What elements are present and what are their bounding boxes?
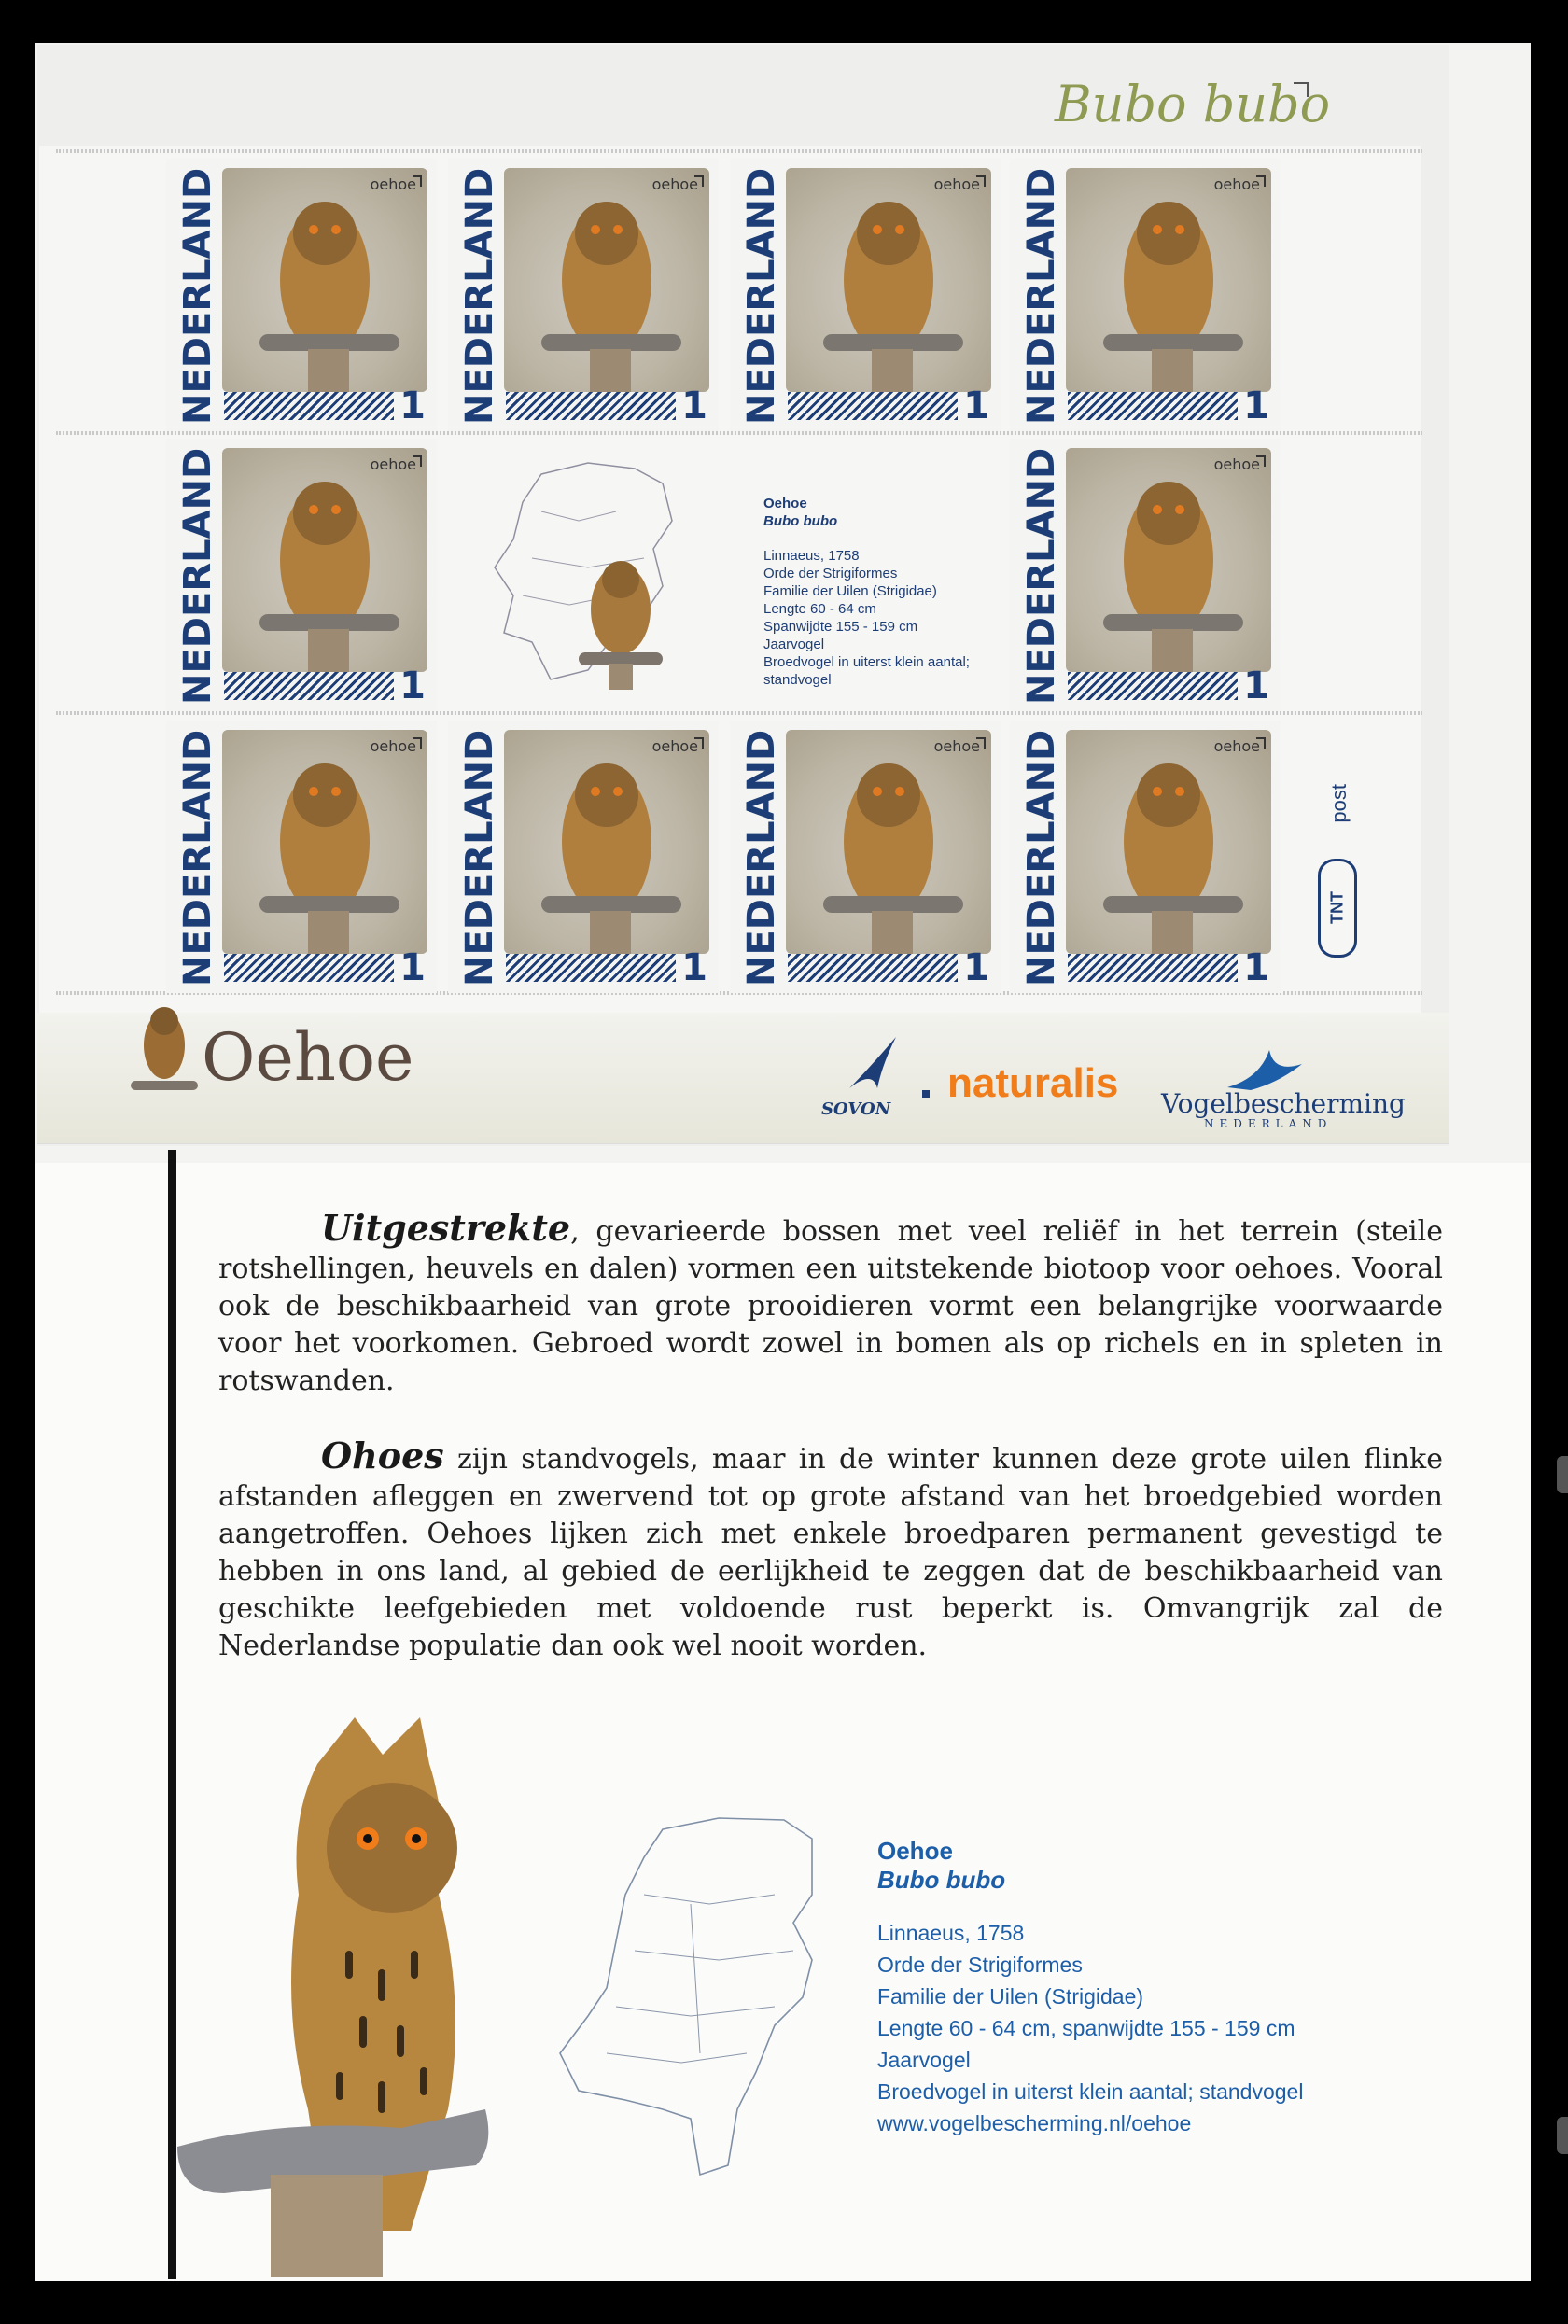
owl-illustration [504, 730, 709, 954]
vogelbescherming-sub: NEDERLAND [1204, 1117, 1333, 1130]
corner-mark [1256, 455, 1266, 467]
stamp-picture [222, 448, 427, 672]
paragraph-1-body: , gevarieerde bossen met veel reliëf in het terrein (steile rotshellingen, heuvels en dalen) vormen een uitstekende biotoop voor oehoes. Vooral ook de beschikbaarheid van grote prooidieren vormt een belangrijke voorwaarde voor het voorkomen. Gebroed wordt zowel in bomen als op richels en in spleten in rotswanden. [218, 1215, 1443, 1397]
stamp-label: oehoe [370, 737, 416, 755]
sovon-label: SOVON [821, 1099, 891, 1119]
stamp-country: NEDERLAND [1020, 447, 1063, 705]
legend-line: Broedvogel in uiterst klein aantal; standvogel [877, 2079, 1304, 2104]
stamp-country: NEDERLAND [176, 729, 219, 987]
stamp-stripes [788, 954, 958, 982]
owl-illustration [1066, 448, 1271, 672]
page-edge-tab [1557, 1456, 1568, 1493]
legend-url: www.vogelbescherming.nl/oehoe [877, 2111, 1192, 2135]
corner-mark [976, 737, 986, 749]
stamp-country: NEDERLAND [458, 729, 501, 987]
owl-illustration [1066, 168, 1271, 392]
stamp-label: oehoe [1213, 455, 1260, 473]
corner-mark [694, 175, 704, 187]
netherlands-map-outline [551, 1811, 859, 2184]
stamp-stripes [506, 392, 676, 420]
stamp [166, 439, 437, 711]
tnt-badge: TNT [1318, 859, 1357, 958]
info-line: Spanwijdte 155 - 159 cm [763, 619, 918, 635]
info-line: Orde der Strigiformes [763, 566, 898, 581]
perforation-line [56, 431, 1422, 435]
info-latin: Bubo bubo [763, 513, 838, 529]
info-line: Jaarvogel [763, 637, 825, 652]
stamp-value: 1 [963, 946, 989, 989]
stamp-country: NEDERLAND [176, 167, 219, 425]
stamp-country: NEDERLAND [176, 447, 219, 705]
legend-line: Familie der Uilen (Strigidae) [877, 1984, 1144, 2009]
perforation-line [56, 149, 1422, 153]
legend-latin: Bubo bubo [877, 1866, 1006, 1894]
corner-mark [413, 455, 422, 467]
vogelbescherming-bird-logo [1223, 1045, 1307, 1092]
info-line: Lengte 60 - 64 cm [763, 601, 876, 617]
owl-illustration [168, 1708, 504, 2287]
stamp-picture [786, 730, 991, 954]
stamp-stripes [1068, 954, 1238, 982]
owl-illustration [222, 448, 427, 672]
corner-mark [1294, 82, 1309, 97]
stamp-label: oehoe [370, 175, 416, 193]
stamp [1010, 439, 1281, 711]
legend-name: Oehoe [877, 1837, 953, 1865]
tnt-post-logo [1310, 775, 1366, 989]
corner-mark [413, 737, 422, 749]
info-cell [439, 437, 1008, 709]
sheet-title-latin: Bubo bubo [1055, 75, 1331, 133]
stamp-country: NEDERLAND [458, 167, 501, 425]
stamp-picture [222, 730, 427, 954]
corner-mark [976, 175, 986, 187]
legend-line: Lengte 60 - 64 cm, spanwijdte 155 - 159 cm [877, 2016, 1295, 2040]
stamp-label: oehoe [933, 175, 980, 193]
stamp-picture [504, 168, 709, 392]
stamp-picture [504, 730, 709, 954]
owl-illustration [222, 730, 427, 954]
info-line: standvogel [763, 672, 832, 688]
stamp [1010, 721, 1281, 993]
paragraph-2 [218, 1437, 1443, 1665]
stamp-picture [1066, 448, 1271, 672]
stamp [730, 721, 1001, 993]
stamp-stripes [506, 954, 676, 982]
corner-mark [694, 737, 704, 749]
stamp-stripes [224, 392, 394, 420]
stamp-label: oehoe [651, 175, 698, 193]
stamp [166, 721, 437, 993]
info-line: Broedvogel in uiterst klein aantal; [763, 654, 970, 670]
owl-illustration [786, 730, 991, 954]
stamp-picture [222, 168, 427, 392]
stamp-value: 1 [1243, 385, 1269, 427]
sovon-swallow-logo [840, 1032, 905, 1098]
stamp-value: 1 [963, 385, 989, 427]
post-label: post [1327, 784, 1351, 823]
separator-dot [922, 1090, 930, 1098]
legend-line: Orde der Strigiformes [877, 1953, 1083, 1977]
stamp-label: oehoe [370, 455, 416, 473]
owl-illustration [1066, 730, 1271, 954]
stamp-picture [1066, 730, 1271, 954]
naturalis-label: naturalis [947, 1060, 1119, 1106]
stamp-country: NEDERLAND [1020, 167, 1063, 425]
info-name: Oehoe [763, 496, 807, 511]
corner-mark [413, 175, 422, 187]
owl-illustration [127, 1001, 202, 1103]
sheet-brand-title: Oehoe [202, 1019, 414, 1096]
corner-mark [1256, 737, 1266, 749]
stamp-picture [1066, 168, 1271, 392]
stamp-country: NEDERLAND [740, 729, 783, 987]
species-legend [877, 1837, 1303, 2139]
owl-illustration [786, 168, 991, 392]
legend-line: Jaarvogel [877, 2048, 971, 2072]
stamp-value: 1 [681, 385, 707, 427]
stamp-value: 1 [681, 946, 707, 989]
owl-illustration [504, 168, 709, 392]
stamp [166, 159, 437, 431]
stamp [730, 159, 1001, 431]
corner-mark [1256, 175, 1266, 187]
stamp [1010, 159, 1281, 431]
vogelbescherming-label: Vogelbescherming [1161, 1088, 1406, 1119]
paragraph-2-body: zijn standvogels, maar in de winter kunnen deze grote uilen flinke afstanden afleggen en zwervend tot op grote afstand van het broedgebied worden aangetroffen. Oehoes lijken zich met enkele broedparen permanent gevestigd te hebben in ons land, al gebied de eerlijkheid te zeggen dat de beschikbaarheid van geschikte leefgebieden met voldoende rust beperkt is. Omvangrijk zal de Nederlandse populatie dan ook wel nooit worden. [218, 1443, 1443, 1662]
owl-illustration [569, 553, 672, 693]
stamp-value: 1 [399, 385, 426, 427]
legend-line: Linnaeus, 1758 [877, 1921, 1025, 1945]
stamp-value: 1 [1243, 665, 1269, 707]
paragraph-2-lead: Ohoes [321, 1435, 444, 1477]
stamp-label: oehoe [1213, 175, 1260, 193]
stamp-label: oehoe [1213, 737, 1260, 755]
stamp-stripes [788, 392, 958, 420]
stamp [448, 159, 719, 431]
stamp-value: 1 [1243, 946, 1269, 989]
stamp-stripes [1068, 672, 1238, 700]
page-edge-tab [1557, 2117, 1568, 2154]
owl-illustration [222, 168, 427, 392]
paragraph-1 [218, 1207, 1443, 1400]
stamp-label: oehoe [933, 737, 980, 755]
perforation-line [56, 711, 1422, 715]
info-line: Linnaeus, 1758 [763, 548, 860, 564]
stamp-value: 1 [399, 946, 426, 989]
stamp-stripes [1068, 392, 1238, 420]
stamp-country: NEDERLAND [1020, 729, 1063, 987]
stamp [448, 721, 719, 993]
stamp-stripes [224, 672, 394, 700]
paragraph-1-lead: Uitgestrekte [321, 1207, 571, 1249]
stamp-label: oehoe [651, 737, 698, 755]
stamp-stripes [224, 954, 394, 982]
stamp-picture [786, 168, 991, 392]
stamp-value: 1 [399, 665, 426, 707]
info-line: Familie der Uilen (Strigidae) [763, 583, 937, 599]
stamp-country: NEDERLAND [740, 167, 783, 425]
